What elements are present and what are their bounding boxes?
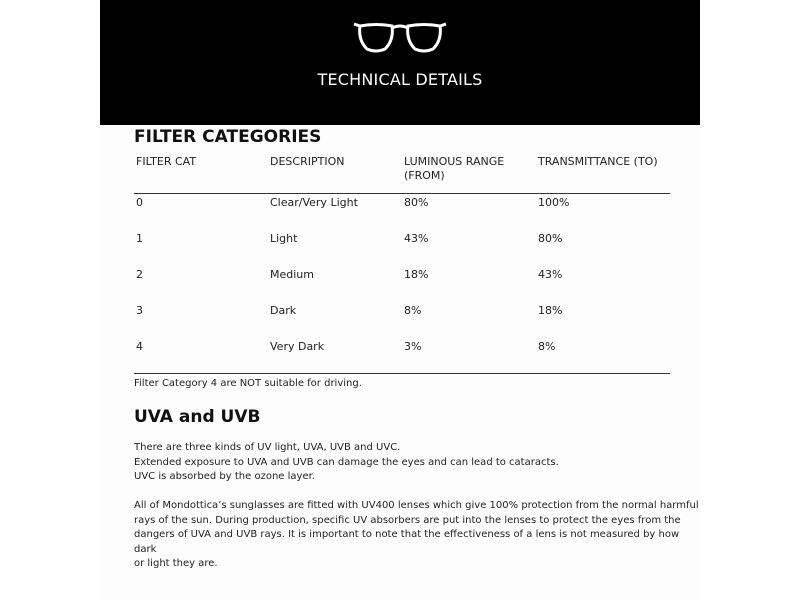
table-cell: Light <box>270 232 298 245</box>
uv-paragraph-2-line: dangers of UVA and UVB rays. It is important to note that the effectiveness of a lens is not measured by how dark <box>134 529 680 555</box>
table-cell: 43% <box>538 268 563 281</box>
uv-paragraph-2-line: All of Mondottica’s sunglasses are fitted with UV400 lenses which give 100% protection from the normal harmful <box>134 500 699 511</box>
table-cell: 80% <box>538 232 563 245</box>
uva-uvb-heading: UVA and UVB <box>134 407 261 427</box>
header-banner <box>100 0 700 125</box>
uv-paragraph-1-line: Extended exposure to UVA and UVB can damage the eyes and can lead to cataracts. <box>134 456 559 468</box>
table-cell: 3 <box>136 304 143 317</box>
table-header-cell: LUMINOUS RANGE (FROM) <box>404 155 505 182</box>
uv-paragraph-1-line: UVC is absorbed by the ozone layer. <box>134 471 315 482</box>
table-header-cell: TRANSMITTANCE (TO) <box>538 155 658 168</box>
filter-categories-heading: FILTER CATEGORIES <box>134 127 322 147</box>
table-divider <box>134 193 670 194</box>
table-cell: 4 <box>136 340 143 353</box>
table-cell: 1 <box>136 232 143 245</box>
table-cell: Dark <box>270 304 297 317</box>
table-header-cell: DESCRIPTION <box>270 155 345 168</box>
table-cell: Medium <box>270 268 314 281</box>
uv-paragraph-1-line: There are three kinds of UV light, UVA, UVB and UVC. <box>134 442 401 453</box>
table-cell: 2 <box>136 268 143 281</box>
uv-paragraph-2-line: rays of the sun. During production, specific UV absorbers are put into the lenses to protect the eyes from the <box>134 514 681 526</box>
banner-title: TECHNICAL DETAILS <box>317 70 483 89</box>
table-cell: 8% <box>538 340 556 353</box>
glasses-icon <box>352 20 448 54</box>
filter-footnote: Filter Category 4 are NOT suitable for driving. <box>134 378 362 389</box>
table-cell: 80% <box>404 196 429 209</box>
table-cell: 18% <box>538 304 563 317</box>
table-cell: 0 <box>136 196 143 209</box>
table-divider <box>134 373 670 374</box>
table-cell: 100% <box>538 196 570 209</box>
uv-paragraph-2 <box>134 499 700 572</box>
table-cell: Clear/Very Light <box>270 196 358 209</box>
table-cell: Very Dark <box>270 340 325 353</box>
table-cell: 18% <box>404 268 429 281</box>
table-cell: 8% <box>404 304 422 317</box>
uv-paragraph-1 <box>134 441 559 485</box>
table-cell: 43% <box>404 232 429 245</box>
uv-paragraph-2-line: or light they are. <box>134 558 218 569</box>
technical-details-card <box>100 0 700 600</box>
table-cell: 3% <box>404 340 422 353</box>
table-header-cell: FILTER CAT <box>136 155 197 168</box>
